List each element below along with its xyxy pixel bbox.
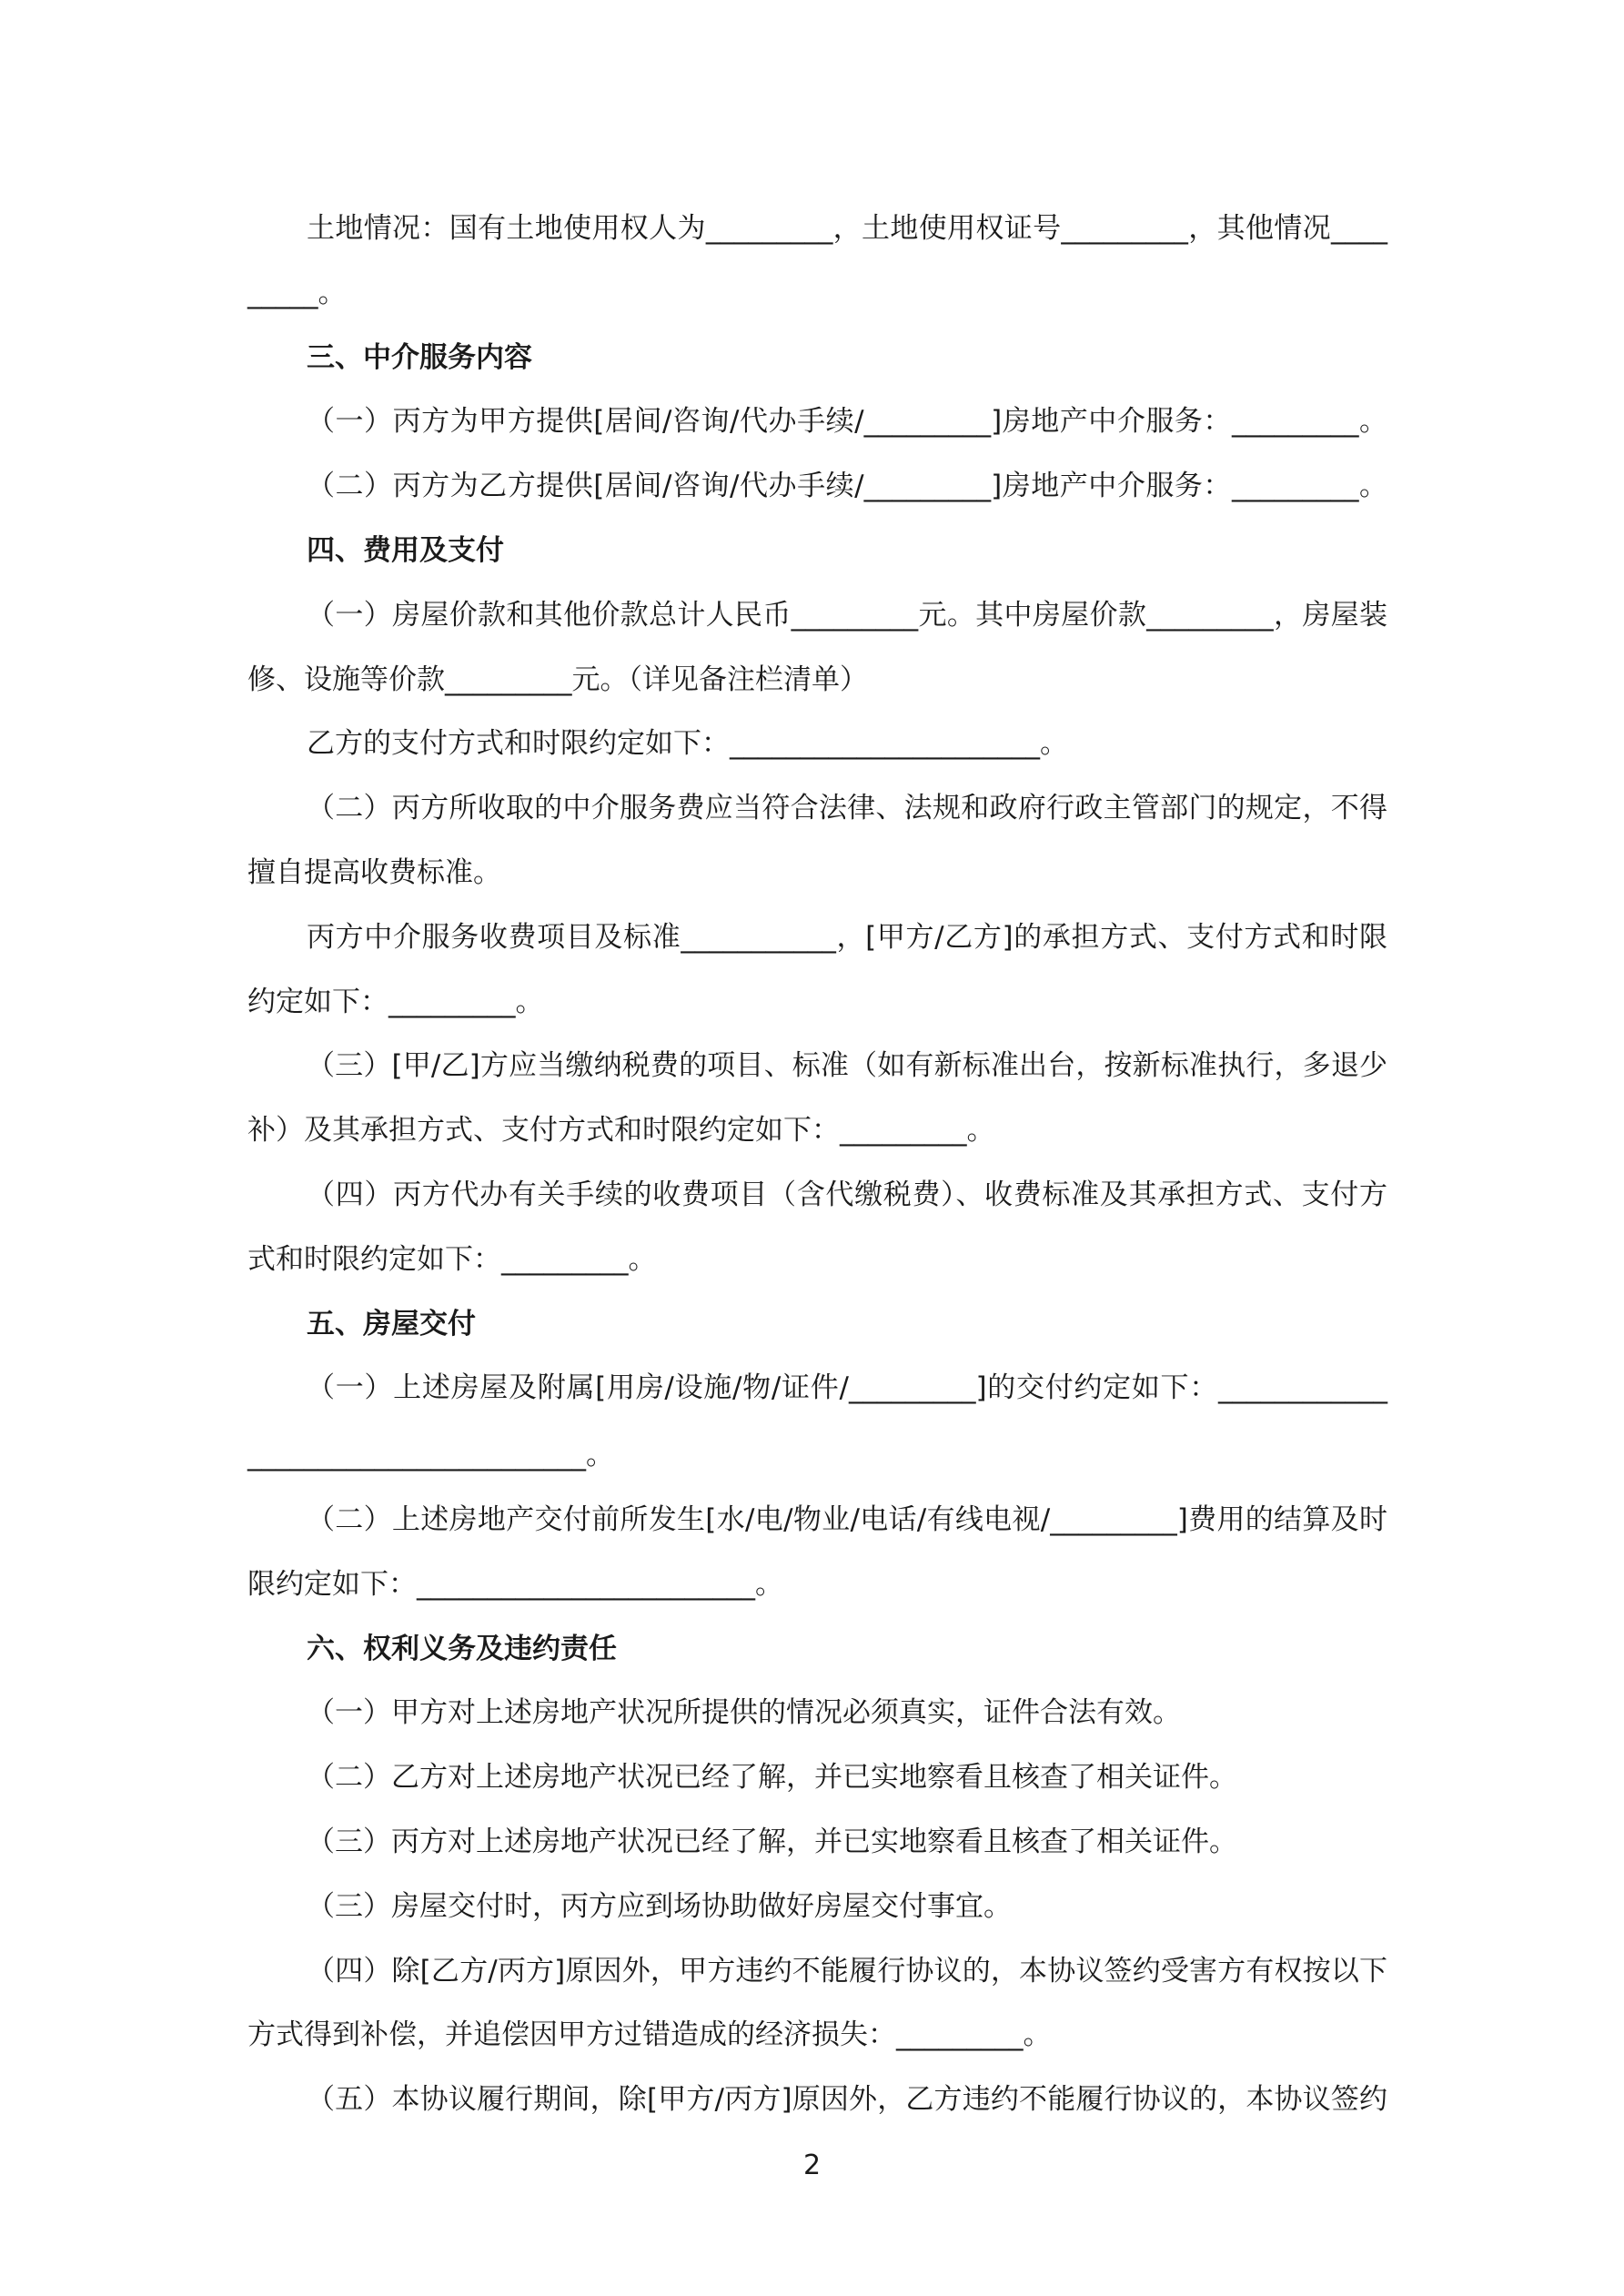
- paragraph-line: （三）[甲/乙]方应当缴纳税费的项目、标准（如有新标准出台，按新标准执行，多退少: [307, 1049, 1387, 1083]
- paragraph-line: ________________________。: [247, 1439, 614, 1472]
- paragraph-line: （三）丙方对上述房地产状况已经了解，并已实地察看且核查了相关证件。: [307, 1826, 1237, 1858]
- paragraph-line: （一）房屋价款和其他价款总计人民币_________元。其中房屋价款_________，房屋装: [307, 598, 1387, 632]
- section-heading: 三、中介服务内容: [307, 340, 532, 374]
- paragraph-line: 式和时限约定如下：_________。: [247, 1242, 657, 1276]
- paragraph-line: _____。: [247, 276, 347, 309]
- paragraph-line: （二）丙方所收取的中介服务费应当符合法律、法规和政府行政主管部门的规定，不得: [307, 792, 1387, 825]
- section-heading: 六、权利义务及违约责任: [307, 1632, 617, 1665]
- section-heading: 四、费用及支付: [307, 534, 504, 567]
- paragraph-line: （四）丙方代办有关手续的收费项目（含代缴税费）、收费标准及其承担方式、支付方: [307, 1178, 1387, 1211]
- paragraph-line: 擅自提高收费标准。: [247, 856, 501, 889]
- paragraph-line: 乙方的支付方式和时限约定如下：______________________。: [307, 727, 1068, 761]
- paragraph-line: （一）上述房屋及附属[用房/设施/物/证件/_________]的交付约定如下：____________: [307, 1371, 1387, 1405]
- section-heading: 五、房屋交付: [307, 1307, 476, 1340]
- paragraph-line: 限约定如下：________________________。: [247, 1567, 783, 1601]
- paragraph-line: 丙方中介服务收费项目及标准___________，[甲方/乙方]的承担方式、支付方式和时限: [307, 920, 1387, 954]
- page-number: 2: [802, 2149, 822, 2181]
- paragraph-line: （二）上述房地产交付前所发生[水/电/物业/电话/有线电视/_________]费用的结算及时: [307, 1503, 1387, 1536]
- paragraph-line: （一）甲方对上述房地产状况所提供的情况必须真实，证件合法有效。: [307, 1696, 1181, 1730]
- paragraph-line: 补）及其承担方式、支付方式和时限约定如下：_________。: [247, 1114, 995, 1148]
- paragraph-line: （一）丙方为甲方提供[居间/咨询/代办手续/_________]房地产中介服务：_________。: [307, 405, 1387, 439]
- paragraph-line: （二）丙方为乙方提供[居间/咨询/代办手续/_________]房地产中介服务：_________。: [307, 470, 1387, 503]
- paragraph-line: 约定如下：_________。: [247, 985, 544, 1018]
- paragraph-line: （三）房屋交付时，丙方应到场协助做好房屋交付事宜。: [307, 1889, 1012, 1923]
- paragraph-line: 土地情况：国有土地使用权人为_________，土地使用权证号_________，其他情况____: [307, 212, 1387, 245]
- paragraph-line: 方式得到补偿，并追偿因甲方过错造成的经济损失：_________。: [247, 2018, 1052, 2052]
- paragraph-line: （五）本协议履行期间，除[甲方/丙方]原因外，乙方违约不能履行协议的，本协议签约: [307, 2083, 1387, 2117]
- paragraph-line: （四）除[乙方/丙方]原因外，甲方违约不能履行协议的，本协议签约受害方有权按以下: [307, 1954, 1387, 1988]
- paragraph-line: 修、设施等价款_________元。（详见备注栏清单）: [247, 663, 868, 696]
- paragraph-line: （二）乙方对上述房地产状况已经了解，并已实地察看且核查了相关证件。: [307, 1761, 1237, 1795]
